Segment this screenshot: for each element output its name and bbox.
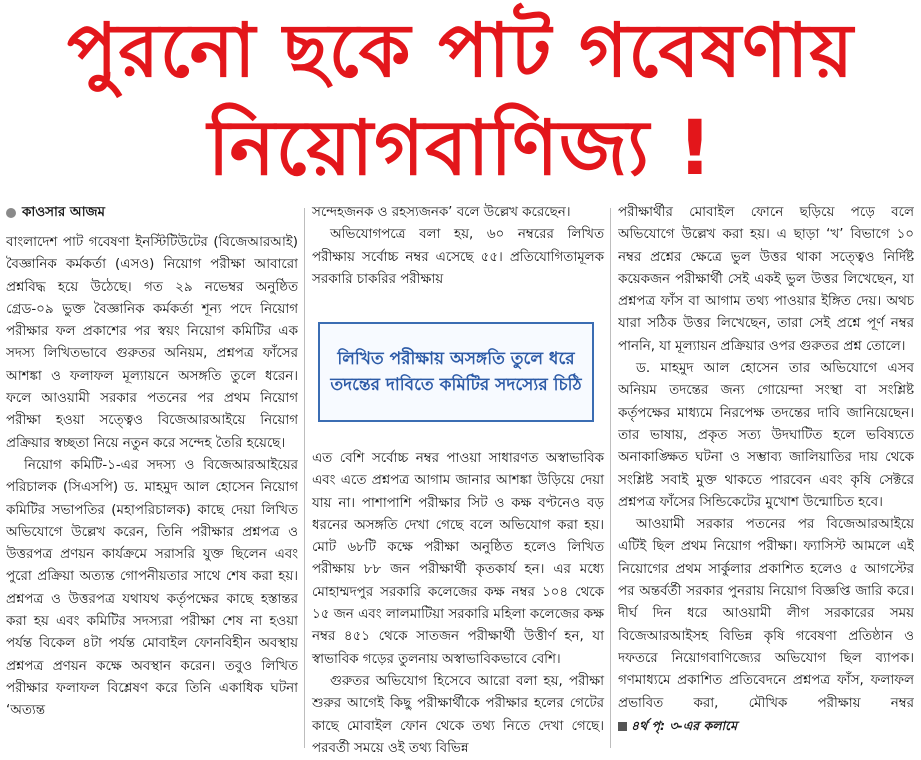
pull-quote-box bbox=[318, 322, 594, 422]
paragraph: ড. মাহমুদ আল হোসেন তার অভিযোগে এসব অনিয়ম তদন্তের জন্য গোয়েন্দা সংস্থা বা সংশ্লিষ্ট কর্তৃপক্ষের মাধ্যমে নিরপেক্ষ তদন্তের দাবি জানিয়েছেন। তার ভাষায়, প্রকৃত সত্য উদঘাটিত হলে ভবিষ্যতে অনাকাঙ্ক্ষিত ঘটনা ও সম্ভাব্য জালিয়াতির দায় থেকে সংশ্লিষ্ট সবাই মুক্ত থাকতে পারবেন এবং কৃষি সেক্টরে প্রশ্নপত্র ফাঁসের সিন্ডিকেটের মুখোশ উন্মোচিত হবে। bbox=[618, 361, 914, 510]
continuation-note bbox=[618, 718, 737, 733]
paragraph: সন্দেহজনক ও রহস্যজনক’ বলে উল্লেখ করেছেন। bbox=[312, 205, 571, 220]
byline bbox=[6, 202, 298, 224]
headline-line-2: নিয়োগবাণিজ্য ! bbox=[207, 103, 714, 192]
paragraph-text: আওয়ামী সরকার পতনের পর বিজেআরআইয়ে এটিই ছিল প্রথম নিয়োগ পরীক্ষা। ফ্যাসিস্ট আমলে এই নিয়োগের প্রথম সার্কুলার প্রকাশিত হলেও ৫ আগস্টের পর অন্তর্বর্তী সরকার পুনরায় নিয়োগ বিজ্ঞপ্তি জারি করে। দীর্ঘ দিন ধরে আওয়ামী লীগ সরকারের সময় বিজেআরআইসহ বিভিন্ন কৃষি গবেষণা প্রতিষ্ঠান ও দফতরে নিয়োগবাণিজ্যের অভিযোগ ছিল ব্যাপক। গণমাধ্যমে প্রকাশিত প্রতিবেদনে প্রশ্নপত্র ফাঁস, ফলাফল প্রভাবিত করা, মৌখিক পরীক্ষায় নম্বর bbox=[618, 517, 914, 711]
paragraph: অভিযোগপত্রে বলা হয়, ৬০ নম্বরের লিখিত পরীক্ষায় সর্বোচ্চ নম্বর এসেছে ৫৫। প্রতিযোগিতামূলক সরকারি চাকরির পরীক্ষায় bbox=[312, 227, 604, 287]
bullet-icon bbox=[6, 208, 16, 218]
article-column-3 bbox=[618, 202, 914, 750]
headline-line-1: পুরনো ছকে পাট গবেষণায় bbox=[67, 8, 854, 94]
paragraph: নিয়োগ কমিটি-১-এর সদস্য ও বিজেআরআইয়ের পরিচালক (সিএসপি) ড. মাহমুদ আল হোসেন নিয়োগ কমিটির সভাপতির (মহাপরিচালক) কাছে দেয়া লিখিত অভিযোগে উল্লেখ করেন, তিনি পরীক্ষার প্রশ্নপত্র ও উত্তরপত্র প্রণয়ন কার্যক্রমে সরাসরি যুক্ত ছিলেন এবং পুরো প্রক্রিয়া অত্যন্ত গোপনীয়তার সাথে শেষ করা হয়। প্রশ্নপত্র ও উত্তরপত্র যথাযথ কর্তৃপক্ষের কাছে হস্তান্তর করা হয় এবং কমিটির সদস্যরা পরীক্ষা শেষ না হওয়া পর্যন্ত বিকেল ৪টা পর্যন্ত মোবাইল ফোনবিহীন অবস্থায় প্রশ্নপত্র প্রণয়ন কক্ষে অবস্থান করেন। তবুও লিখিত পরীক্ষার ফলাফল বিশ্লেষণ করে তিনি একাধিক ঘটনা ‘অত্যন্ত bbox=[6, 457, 298, 719]
author-name: কাওসার আজম bbox=[22, 204, 105, 220]
pull-quote-text: লিখিত পরীক্ষায় অসঙ্গতি তুলে ধরে তদন্তের দাবিতে কমিটির সদস্যের চিঠি bbox=[330, 349, 582, 395]
paragraph: এত বেশি সর্বোচ্চ নম্বর পাওয়া সাধারণত অস্বাভাবিক এবং এতে প্রশ্নপত্র আগাম জানার আশঙ্কা উড়িয়ে দেয়া যায় না। পাশাপাশি পরীক্ষার সিট ও কক্ষ বণ্টনেও বড় ধরনের অসঙ্গতি দেখা গেছে বলে অভিযোগ করা হয়। মোট ৬৮টি কক্ষে পরীক্ষা অনুষ্ঠিত হলেও লিখিত পরীক্ষায় ৮৮ জন পরীক্ষার্থী কৃতকার্য হন। এর মধ্যে মোহাম্মদপুর সরকারি কলেজের কক্ষ নম্বর ১০৪ থেকে ১৫ জন এবং লালমাটিয়া সরকারি মহিলা কলেজের কক্ষ নম্বর ৪৫১ থেকে সাতজন পরীক্ষার্থী উত্তীর্ণ হন, যা স্বাভাবিক গড়ের তুলনায় অস্বাভাবিকভাবে বেশি। bbox=[312, 451, 604, 667]
paragraph: বাংলাদেশ পাট গবেষণা ইনস্টিটিউটের (বিজেআরআই) বৈজ্ঞানিক কর্মকর্তা (এসও) নিয়োগ পরীক্ষা আবারো প্রশ্নবিদ্ধ হয়ে উঠেছে। গত ২৯ নভেম্বর অনুষ্ঠিত গ্রেড-০৯ ভুক্ত বৈজ্ঞানিক কর্মকর্তা শূন্য পদে নিয়োগ পরীক্ষার ফল প্রকাশের পর স্বয়ং নিয়োগ কমিটির এক সদস্য লিখিতভাবে গুরুতর অনিয়ম, প্রশ্নপত্র ফাঁসের আশঙ্কা ও ফলাফল মূল্যায়নে অসঙ্গতি তুলে ধরেন। ফলে আওয়ামী সরকার পতনের পর প্রথম নিয়োগ পরীক্ষা হওয়া সত্ত্বেও বিজেআরআইয়ে নিয়োগ প্রক্রিয়ার স্বচ্ছতা নিয়ে নতুন করে সন্দেহ তৈরি হয়েছে। bbox=[6, 235, 298, 451]
continuation-text: ৪র্থ পৃ: ৩-এর কলামে bbox=[631, 717, 738, 733]
column-divider bbox=[610, 208, 611, 748]
paragraph bbox=[618, 514, 914, 738]
paragraph: পরীক্ষার্থীর মোবাইল ফোনে ছড়িয়ে পড়ে বলে অভিযোগে উল্লেখ করা হয়। এ ছাড়া ‘খ’ বিভাগে ১০ নম্বর প্রশ্নের ক্ষেত্রে ভুল উত্তর থাকা সত্ত্বেও নির্দিষ্ট কয়েকজন পরীক্ষার্থী সেই একই ভুল উত্তর লিখেছেন, যা প্রশ্নপত্র ফাঁস বা আগাম তথ্য পাওয়ার ইঙ্গিত দেয়। অথচ যারা সঠিক উত্তর লিখেছেন, তারা সেই প্রশ্নে পূর্ণ নম্বর পাননি, যা মূল্যায়ন প্রক্রিয়ার ওপর গুরুতর প্রশ্ন তোলে। bbox=[618, 205, 914, 354]
article-column-2-top bbox=[312, 202, 604, 291]
square-icon bbox=[618, 722, 627, 731]
paragraph: গুরুতর অভিযোগ হিসেবে আরো বলা হয়, পরীক্ষা শুরুর আগেই কিছু পরীক্ষার্থীকে পরীক্ষার হলের গেটের কাছে মোবাইল ফোন থেকে তথ্য নিতে দেখা গেছে। পরবর্তী সময়ে ওই তথ্য বিভিন্ন bbox=[312, 673, 604, 756]
article-column-1 bbox=[6, 202, 298, 750]
column-divider bbox=[304, 208, 305, 748]
article-column-2-bottom bbox=[312, 448, 604, 760]
